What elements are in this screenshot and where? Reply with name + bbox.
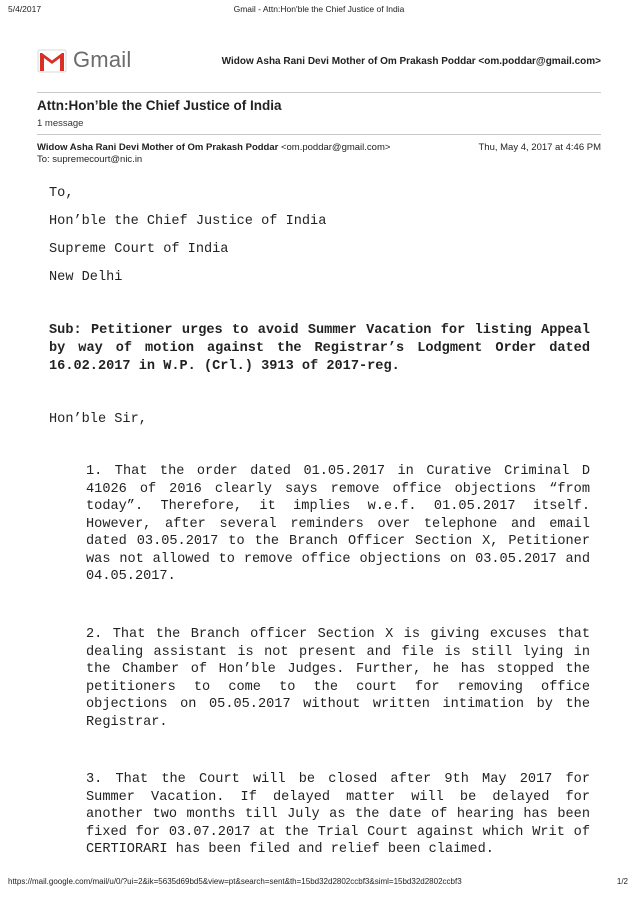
sender-name: Widow Asha Rani Devi Mother of Om Prakash Poddar <box>37 142 279 153</box>
print-footer <box>0 877 638 891</box>
address-line: Supreme Court of India <box>49 242 229 257</box>
account-identity: Widow Asha Rani Devi Mother of Om Prakash Poddar <om.poddar@gmail.com> <box>221 56 601 67</box>
message-count: 1 message <box>37 118 84 129</box>
message-divider <box>37 134 601 135</box>
subject-paragraph: Sub: Petitioner urges to avoid Summer Vacation for listing Appeal by way of motion against the Registrar’s Lodgment Order dated 16.02.2017 in W.P. (Crl.) 3913 of 2017-reg. <box>49 323 590 374</box>
print-header <box>0 4 638 18</box>
body-paragraph: 3. That the Court will be closed after 9th May 2017 for Summer Vacation. If delayed matter will be delayed for another two months till July as the date of hearing has been fixed for 03.07.2017 at the Trial Court against which Writ of CERTIORARI has been filed and relief been claimed. <box>86 772 590 857</box>
address-line: To, <box>49 186 74 201</box>
address-line: Hon’ble the Chief Justice of India <box>49 214 327 229</box>
sender-line <box>37 142 390 153</box>
footer-url: https://mail.google.com/mail/u/0/?ui=2&ik=5635d69bd5&view=pt&search=sent&th=15bd32d2802ccbf3&siml=15bd32d2802ccbf3 <box>8 877 462 886</box>
gmail-wordmark: Gmail <box>73 47 132 72</box>
print-title: Gmail - Attn:Hon'ble the Chief Justice of India <box>233 4 405 14</box>
sender-email: <om.poddar@gmail.com> <box>280 142 391 153</box>
page-number: 1/2 <box>616 877 628 886</box>
body-paragraph: 1. That the order dated 01.05.2017 in Curative Criminal D 41026 of 2016 clearly says remove office objections “from today”. Therefore, it implies w.e.f. 01.05.2017 itself. However, after several reminders over telephone and email dated 03.05.2017 to the Branch Officer Section X, Petitioner was not allowed to remove office objections on 03.05.2017 and 04.05.2017. <box>86 464 590 584</box>
body-paragraph: 2. That the Branch officer Section X is giving excuses that dealing assistant is not present and file is still lying in the Chamber of Hon’ble Judges. Further, he has stopped the petitioners to come to the court for removing office objections on 05.05.2017 without written intimation by the Registrar. <box>86 627 590 730</box>
header-divider <box>37 92 601 93</box>
recipient-line: To: supremecourt@nic.in <box>37 154 143 165</box>
gmail-envelope-icon <box>37 49 67 73</box>
message-date: Thu, May 4, 2017 at 4:46 PM <box>478 142 601 153</box>
print-date: 5/4/2017 <box>8 4 42 14</box>
address-line: New Delhi <box>49 270 123 285</box>
salutation: Hon’ble Sir, <box>49 412 147 427</box>
gmail-logo <box>37 47 147 77</box>
thread-subject: Attn:Hon’ble the Chief Justice of India <box>37 98 282 113</box>
